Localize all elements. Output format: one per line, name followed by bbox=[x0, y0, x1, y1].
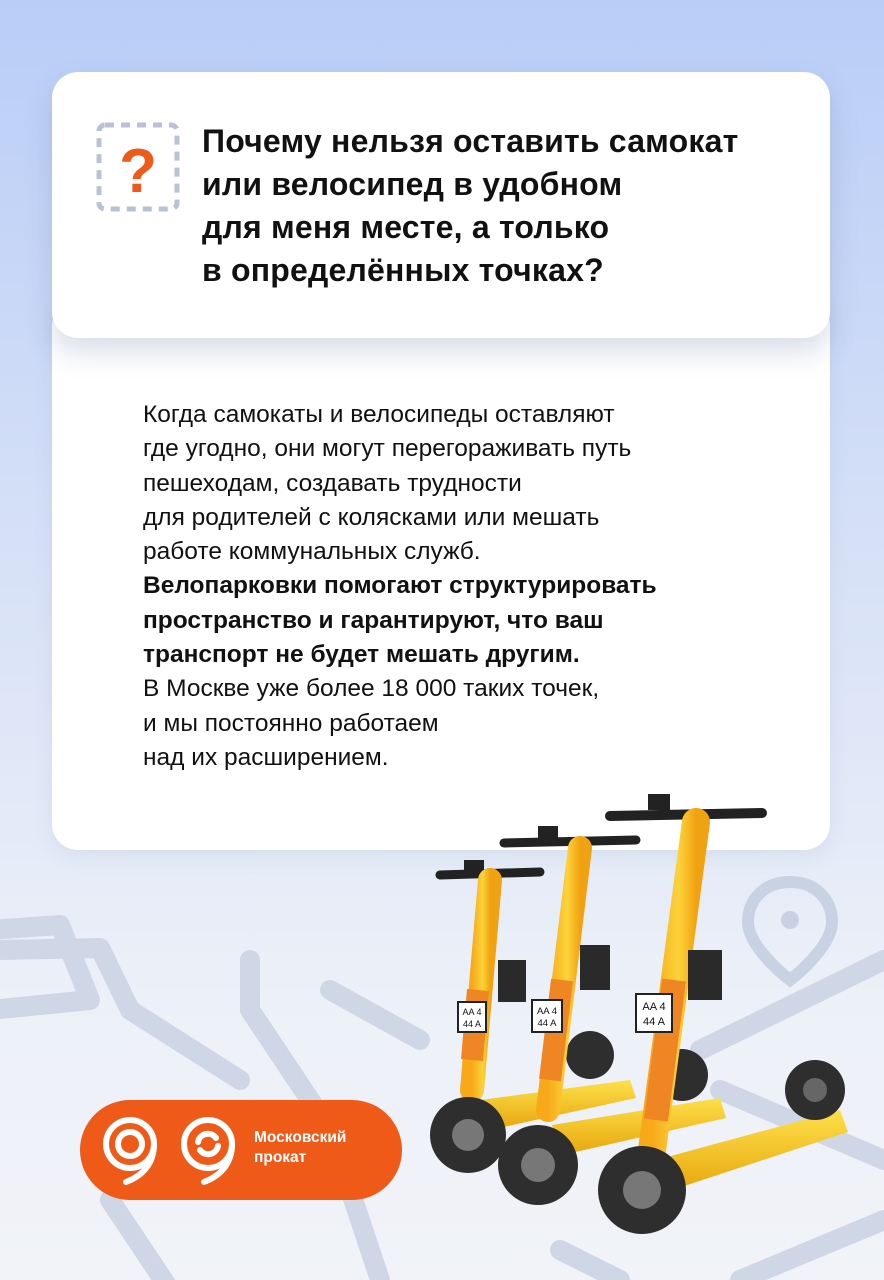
answer-line: работе коммунальных служб. bbox=[143, 538, 481, 566]
svg-text:44 A: 44 A bbox=[642, 1016, 666, 1028]
answer-line: над их расширением. bbox=[143, 743, 389, 771]
title-line: Почему нельзя оставить самокат bbox=[202, 123, 739, 159]
answer-line: пешеходам, создавать трудности bbox=[143, 469, 522, 497]
license-plate bbox=[458, 1002, 486, 1032]
svg-text:?: ? bbox=[119, 137, 157, 206]
svg-text:AA 4: AA 4 bbox=[642, 1001, 666, 1013]
logo-nine-icon bbox=[98, 1116, 164, 1186]
scooter-3 bbox=[598, 794, 848, 1234]
scooters-illustration bbox=[420, 780, 884, 1250]
title-line: или велосипед в удобном bbox=[202, 166, 623, 202]
answer-line-bold: Велопарковки помогают структурировать bbox=[143, 572, 657, 600]
answer-line: Когда самокаты и велосипеды оставляют bbox=[143, 401, 615, 428]
moscow-rental-logo[interactable] bbox=[80, 1100, 402, 1200]
svg-text:44 A: 44 A bbox=[462, 1019, 482, 1029]
title-line: в определённых точках? bbox=[202, 252, 604, 288]
title-line: для меня месте, а только bbox=[202, 209, 610, 245]
svg-text:AA 4: AA 4 bbox=[536, 1006, 558, 1017]
answer-line: и мы постоянно работаем bbox=[143, 709, 439, 737]
license-plate bbox=[532, 1000, 562, 1032]
svg-text:44 A: 44 A bbox=[537, 1018, 557, 1029]
answer-line-bold: пространство и гарантируют, что ваш bbox=[143, 606, 604, 634]
license-plate bbox=[636, 994, 672, 1032]
answer-text bbox=[143, 398, 783, 775]
answer-line: где угодно, они могут перегораживать путь bbox=[143, 435, 632, 463]
logo-text bbox=[254, 1128, 346, 1168]
logo-line: прокат bbox=[254, 1149, 307, 1166]
svg-text:AA 4: AA 4 bbox=[462, 1007, 482, 1017]
question-mark-icon bbox=[96, 122, 180, 212]
answer-line: для родителей с колясками или мешать bbox=[143, 503, 600, 531]
answer-line: В Москве уже более 18 000 таких точек, bbox=[143, 675, 600, 703]
answer-line-bold: транспорт не будет мешать другим. bbox=[143, 641, 580, 669]
logo-cycle-icon bbox=[176, 1116, 242, 1186]
question-title bbox=[202, 120, 802, 292]
logo-line: Московский bbox=[254, 1129, 347, 1146]
